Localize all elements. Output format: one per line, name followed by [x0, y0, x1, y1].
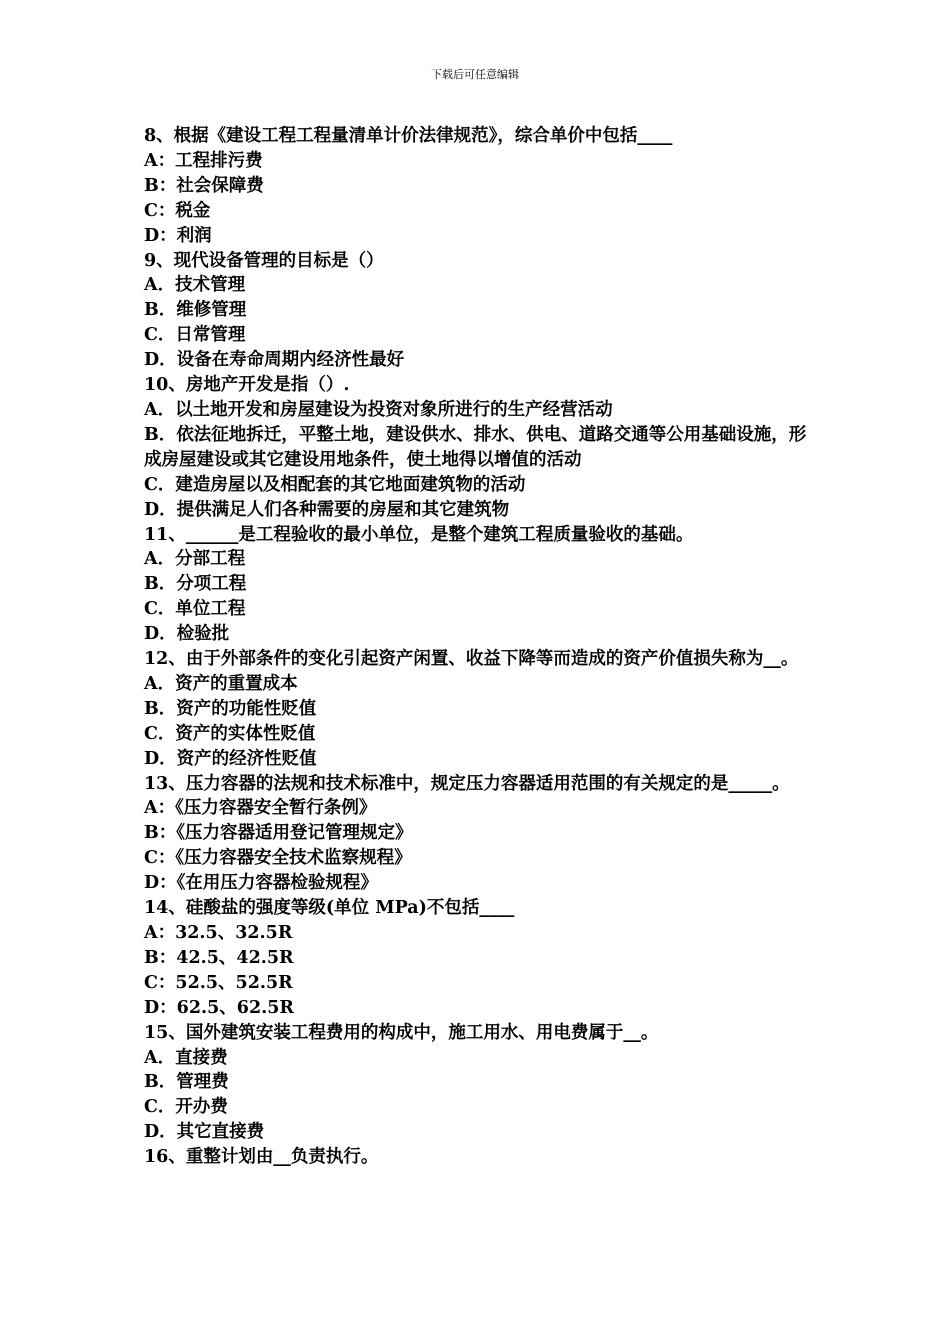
page-header: 下载后可任意编辑 — [431, 68, 519, 81]
question-stem: 8、根据《建设工程工程量清单计价法律规范》，综合单价中包括____ — [144, 126, 673, 146]
answer-option: B．维修管理 — [144, 300, 247, 321]
question-list — [144, 124, 814, 1170]
answer-option: C：52.5、52.5R — [144, 972, 293, 993]
question-stem: 14、硅酸盐的强度等级(单位 MPa)不包括____ — [144, 898, 515, 919]
answer-option: C：《压力容器安全技术监察规程》 — [144, 848, 412, 869]
answer-option: D：利润 — [144, 225, 212, 246]
answer-option: A．以土地开发和房屋建设为投资对象所进行的生产经营活动 — [144, 399, 613, 420]
question-stem: 16、重整计划由__负责执行。 — [144, 1147, 379, 1168]
answer-option: C．开办费 — [144, 1097, 228, 1118]
question-stem: 12、由于外部条件的变化引起资产闲置、收益下降等而造成的资产价值损失称为__。 — [144, 649, 799, 670]
answer-option: C．单位工程 — [144, 599, 246, 620]
answer-option: B．分项工程 — [144, 574, 247, 595]
question-stem: 15、国外建筑安装工程费用的构成中，施工用水、用电费属于__。 — [144, 1022, 659, 1043]
question-stem: 11、______是工程验收的最小单位，是整个建筑工程质量验收的基础。 — [144, 524, 694, 545]
answer-option: A．技术管理 — [144, 275, 246, 296]
question-stem: 13、压力容器的法规和技术标准中，规定压力容器适用范围的有关规定的是_____。 — [144, 773, 790, 794]
answer-option: C．日常管理 — [144, 325, 246, 346]
answer-option: C：税金 — [144, 200, 211, 221]
answer-option: A．资产的重置成本 — [144, 673, 298, 694]
answer-option: B．资产的功能性贬值 — [144, 698, 317, 719]
answer-option: A：32.5、32.5R — [144, 923, 293, 943]
answer-option: D：《在用压力容器检验规程》 — [144, 873, 378, 894]
answer-option: D．其它直接费 — [144, 1122, 265, 1143]
answer-option: D．资产的经济性贬值 — [144, 748, 317, 769]
answer-option: B：社会保障费 — [144, 175, 264, 196]
answer-option: B．管理费 — [144, 1072, 229, 1093]
answer-option: A．直接费 — [144, 1047, 228, 1068]
answer-option: B．依法征地拆迁，平整土地，建设供水、排水、供电、道路交通等公用基础设施，形成房屋建设或其它建设用地条件，使土地得以增值的活动 — [144, 424, 807, 470]
answer-option: A：工程排污费 — [144, 150, 263, 171]
answer-option: C．资产的实体性贬值 — [144, 723, 316, 744]
question-stem: 9、现代设备管理的目标是（） — [144, 250, 384, 271]
answer-option: B：42.5、42.5R — [144, 947, 294, 968]
answer-option: D．提供满足人们各种需要的房屋和其它建筑物 — [144, 499, 510, 520]
answer-option: A．分部工程 — [144, 549, 246, 570]
answer-option: D．设备在寿命周期内经济性最好 — [144, 350, 405, 371]
answer-option: A：《压力容器安全暂行条例》 — [144, 798, 377, 819]
question-stem: 10、房地产开发是指（）. — [144, 375, 350, 396]
answer-option: C．建造房屋以及相配套的其它地面建筑物的活动 — [144, 474, 526, 495]
answer-option: D．检验批 — [144, 624, 230, 645]
answer-option: B：《压力容器适用登记管理规定》 — [144, 823, 413, 844]
answer-option: D：62.5、62.5R — [144, 997, 294, 1018]
